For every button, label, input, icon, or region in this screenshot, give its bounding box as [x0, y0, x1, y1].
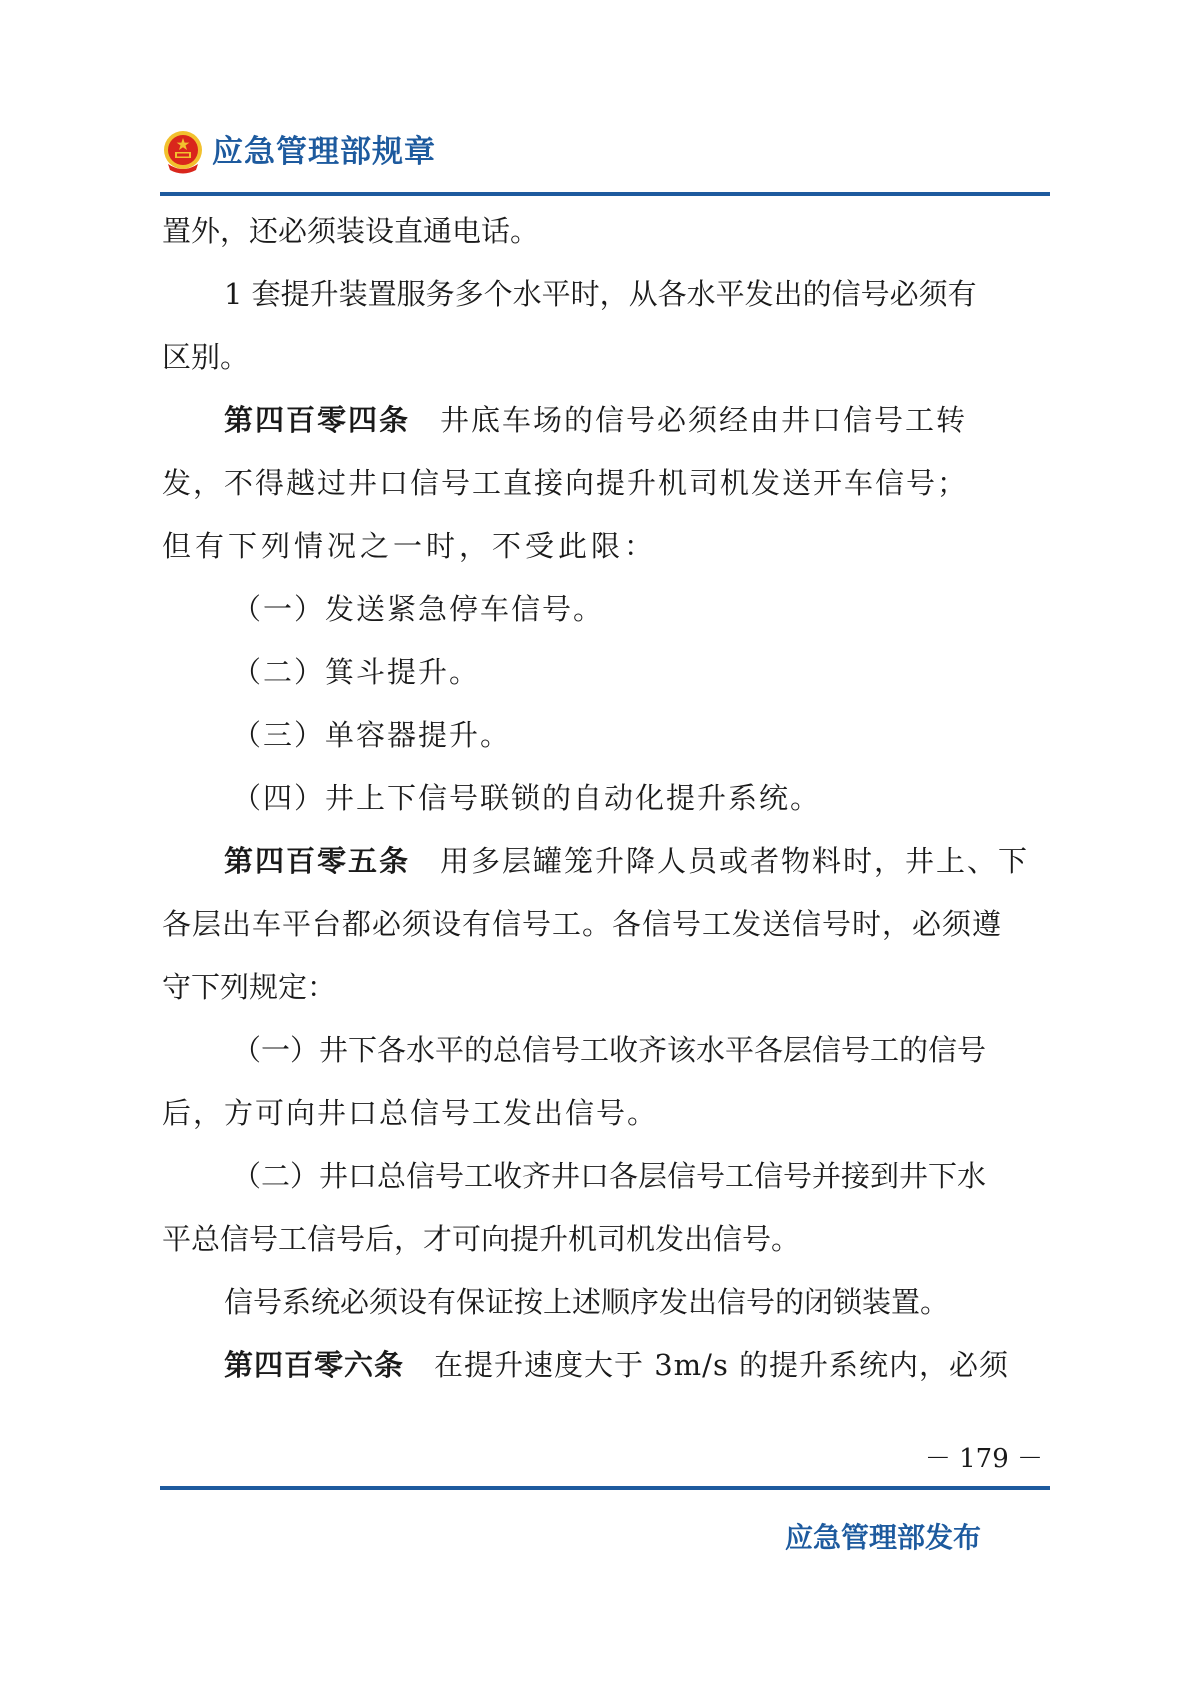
list-item: （一）井下各水平的总信号工收齐该水平各层信号工的信号 — [232, 1033, 987, 1067]
paragraph-text: 用多层罐笼升降人员或者物料时，井上、下 — [440, 844, 1030, 878]
page-header — [160, 128, 1050, 178]
paragraph-line: 后，方可向井口总信号工发出信号。 — [162, 1096, 659, 1130]
article-406-paragraph — [162, 1334, 1050, 1397]
paragraph-line: 区别。 — [162, 340, 250, 374]
paragraph-line: 但有下列情况之一时，不受此限： — [162, 529, 658, 563]
paragraph-text: 在提升速度大于 3m/s 的提升系统内，必须 — [434, 1348, 1010, 1382]
paragraph-line: 置外，还必须装设直通电话。 — [162, 214, 540, 248]
page-number: － 179 － — [924, 1444, 1043, 1474]
list-item: （四）井上下信号联锁的自动化提升系统。 — [232, 781, 822, 815]
header-divider — [160, 192, 1050, 196]
list-item: （二）箕斗提升。 — [232, 655, 481, 689]
header-title: 应急管理部规章 — [212, 134, 436, 170]
national-emblem-icon — [162, 130, 204, 176]
list-item: （三）单容器提升。 — [232, 718, 512, 752]
article-heading: 第四百零六条 — [224, 1348, 405, 1382]
paragraph-text: 井底车场的信号必须经由井口信号工转 — [440, 403, 968, 437]
footer-divider — [160, 1486, 1050, 1490]
article-heading: 第四百零四条 — [224, 403, 411, 437]
paragraph-line: 信号系统必须设有保证按上述顺序发出信号的闭锁装置。 — [224, 1285, 950, 1319]
paragraph-line: 1 套提升装置服务多个水平时，从各水平发出的信号必须有 — [224, 277, 977, 311]
paragraph-line: 平总信号工信号后，才可向提升机司机发出信号。 — [162, 1222, 801, 1256]
paragraph-line: 守下列规定： — [162, 970, 337, 1004]
document-body — [162, 200, 1050, 1397]
paragraph-line: 发，不得越过井口信号工直接向提升机司机发送开车信号； — [162, 466, 969, 500]
article-heading: 第四百零五条 — [224, 844, 411, 878]
list-item: （二）井口总信号工收齐井口各层信号工信号并接到井下水 — [232, 1159, 987, 1193]
paragraph-line: 各层出车平台都必须设有信号工。各信号工发送信号时，必须遵 — [162, 907, 1003, 941]
article-404-paragraph — [162, 389, 1050, 452]
article-405-paragraph — [162, 830, 1050, 893]
list-item: （一）发送紧急停车信号。 — [232, 592, 605, 626]
footer-publisher: 应急管理部发布 — [784, 1521, 981, 1554]
